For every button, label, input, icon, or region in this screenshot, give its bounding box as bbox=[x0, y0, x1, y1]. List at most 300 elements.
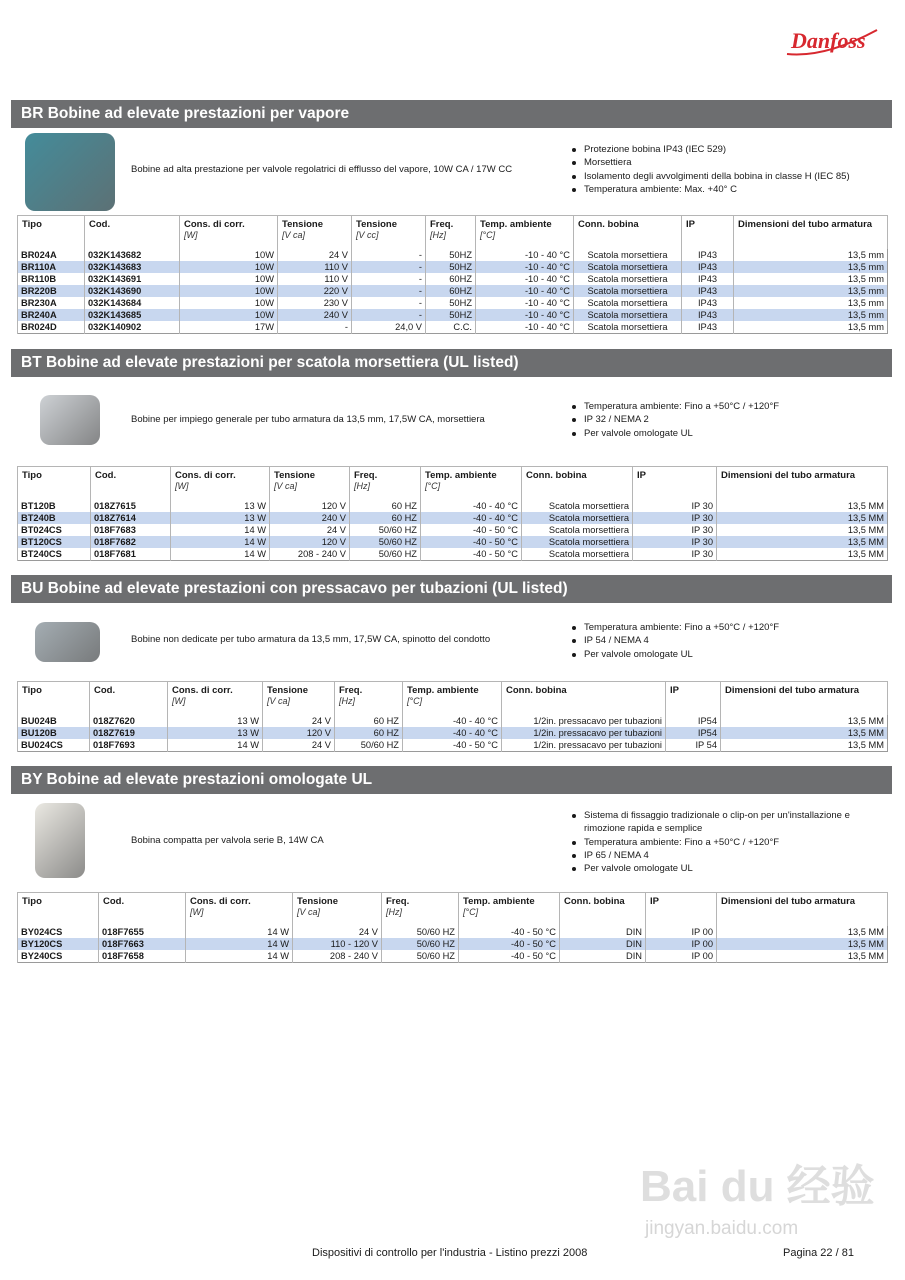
table-cell: -10 - 40 °C bbox=[476, 321, 574, 334]
table-cell: 10W bbox=[180, 249, 278, 261]
table-cell: -10 - 40 °C bbox=[476, 261, 574, 273]
table-cell: 13,5 MM bbox=[721, 739, 888, 752]
table-header bbox=[18, 467, 888, 500]
table-cell: 13,5 MM bbox=[721, 715, 888, 727]
table-cell: -10 - 40 °C bbox=[476, 297, 574, 309]
svg-text:Danfoss: Danfoss bbox=[791, 28, 866, 53]
table-cell: 240 V bbox=[270, 512, 350, 524]
column-header bbox=[717, 893, 888, 926]
table-cell: 13,5 MM bbox=[717, 500, 888, 512]
feature-item: Temperatura ambiente: Fino a +50°C / +120°F bbox=[570, 621, 880, 634]
product-table bbox=[17, 215, 888, 334]
table-cell: IP 30 bbox=[633, 536, 717, 548]
table-cell: 13 W bbox=[171, 500, 270, 512]
table-cell: - bbox=[352, 297, 426, 309]
table-row bbox=[18, 297, 888, 309]
table-cell: -40 - 40 °C bbox=[421, 500, 522, 512]
column-label: Cod. bbox=[95, 470, 117, 481]
column-header bbox=[186, 893, 293, 926]
section-title: BR Bobine ad elevate prestazioni per vapore bbox=[11, 100, 892, 128]
table-cell: IP43 bbox=[682, 261, 734, 273]
column-label: Conn. bobina bbox=[506, 685, 567, 696]
table-cell: 018Z7620 bbox=[90, 715, 168, 727]
column-header bbox=[403, 682, 502, 715]
table-row bbox=[18, 261, 888, 273]
table-cell: 1/2in. pressacavo per tubazioni bbox=[502, 739, 666, 752]
table-cell: 018F7681 bbox=[91, 548, 171, 561]
table-cell: 032K143691 bbox=[85, 273, 180, 285]
table-cell: Scatola morsettiera bbox=[574, 297, 682, 309]
feature-item: Morsettiera bbox=[570, 156, 880, 169]
table-cell: IP 30 bbox=[633, 524, 717, 536]
table-row bbox=[18, 926, 888, 938]
column-unit: [V ca] bbox=[267, 696, 291, 706]
page-number: Pagina 22 / 81 bbox=[783, 1247, 854, 1259]
column-unit: [°C] bbox=[480, 230, 496, 240]
table-row bbox=[18, 273, 888, 285]
table-cell: IP54 bbox=[666, 715, 721, 727]
column-header bbox=[352, 216, 426, 249]
table-cell: DIN bbox=[560, 950, 646, 963]
table-cell: IP54 bbox=[666, 727, 721, 739]
table-cell: - bbox=[352, 261, 426, 273]
table-cell: -40 - 40 °C bbox=[403, 715, 502, 727]
column-label: Conn. bobina bbox=[578, 219, 639, 230]
table-cell: BR240A bbox=[18, 309, 85, 321]
table-cell: BU120B bbox=[18, 727, 90, 739]
table-cell: IP 30 bbox=[633, 500, 717, 512]
table-cell: 14 W bbox=[171, 536, 270, 548]
column-header bbox=[682, 216, 734, 249]
table-cell: 10W bbox=[180, 297, 278, 309]
table-cell: DIN bbox=[560, 938, 646, 950]
table-cell: 13,5 MM bbox=[717, 548, 888, 561]
table-row bbox=[18, 950, 888, 963]
table-cell: 50HZ bbox=[426, 249, 476, 261]
table-cell: 120 V bbox=[270, 500, 350, 512]
table-cell: 13,5 mm bbox=[734, 249, 888, 261]
table-cell: Scatola morsettiera bbox=[574, 261, 682, 273]
table-row bbox=[18, 727, 888, 739]
table-cell: 24 V bbox=[293, 926, 382, 938]
column-label: Tipo bbox=[22, 470, 42, 481]
column-header bbox=[171, 467, 270, 500]
table-cell: -40 - 50 °C bbox=[459, 938, 560, 950]
column-label: Cod. bbox=[94, 685, 116, 696]
table-cell: IP 00 bbox=[646, 938, 717, 950]
table-cell: 230 V bbox=[278, 297, 352, 309]
column-label: Tensione bbox=[297, 896, 338, 907]
column-header bbox=[633, 467, 717, 500]
table-cell: IP 00 bbox=[646, 950, 717, 963]
table-cell: 13,5 mm bbox=[734, 297, 888, 309]
feature-item: Per valvole omologate UL bbox=[570, 648, 880, 661]
table-cell: 50/60 HZ bbox=[350, 536, 421, 548]
product-table bbox=[17, 681, 888, 752]
column-label: Temp. ambiente bbox=[480, 219, 552, 230]
section-title: BU Bobine ad elevate prestazioni con pressacavo per tubazioni (UL listed) bbox=[11, 575, 892, 603]
table-cell: 60HZ bbox=[426, 273, 476, 285]
column-header bbox=[263, 682, 335, 715]
table-row bbox=[18, 524, 888, 536]
table-row bbox=[18, 309, 888, 321]
product-table bbox=[17, 466, 888, 561]
section-description: Bobine ad alta prestazione per valvole regolatrici di efflusso del vapore, 10W CA / 17W CC bbox=[131, 164, 513, 175]
feature-list bbox=[570, 809, 880, 875]
table-cell: BR110A bbox=[18, 261, 85, 273]
table-cell: 50/60 HZ bbox=[350, 548, 421, 561]
table-cell: 10W bbox=[180, 285, 278, 297]
column-label: IP bbox=[670, 685, 679, 696]
column-unit: [Hz] bbox=[430, 230, 447, 240]
column-unit: [W] bbox=[184, 230, 198, 240]
table-cell: -40 - 50 °C bbox=[459, 926, 560, 938]
watermark-url: jingyan.baidu.com bbox=[645, 1218, 799, 1239]
table-cell: BR220B bbox=[18, 285, 85, 297]
table-cell: 13,5 MM bbox=[717, 512, 888, 524]
table-cell: 50HZ bbox=[426, 261, 476, 273]
column-label: Cons. di corr. bbox=[190, 896, 251, 907]
table-cell: Scatola morsettiera bbox=[522, 524, 633, 536]
watermark-brand: Bai du 经验 bbox=[640, 1162, 875, 1211]
column-header bbox=[502, 682, 666, 715]
table-cell: 14 W bbox=[171, 548, 270, 561]
column-header bbox=[522, 467, 633, 500]
column-label: Cons. di corr. bbox=[172, 685, 233, 696]
table-row bbox=[18, 938, 888, 950]
table-cell: Scatola morsettiera bbox=[574, 309, 682, 321]
table-cell: BT120CS bbox=[18, 536, 91, 548]
table-cell: 50/60 HZ bbox=[382, 926, 459, 938]
column-header bbox=[646, 893, 717, 926]
column-label: Tensione bbox=[356, 219, 397, 230]
danfoss-logo bbox=[785, 24, 880, 60]
column-header bbox=[335, 682, 403, 715]
table-cell: IP43 bbox=[682, 249, 734, 261]
table-cell: 24,0 V bbox=[352, 321, 426, 334]
column-header bbox=[18, 467, 91, 500]
column-label: Freq. bbox=[339, 685, 363, 696]
section-title: BT Bobine ad elevate prestazioni per scatola morsettiera (UL listed) bbox=[11, 349, 892, 377]
table-cell: 60 HZ bbox=[350, 500, 421, 512]
table-cell: - bbox=[352, 285, 426, 297]
table-cell: 13,5 MM bbox=[717, 926, 888, 938]
column-unit: [°C] bbox=[407, 696, 423, 706]
table-cell: Scatola morsettiera bbox=[574, 321, 682, 334]
table-cell: - bbox=[352, 249, 426, 261]
feature-item: Temperatura ambiente: Fino a +50°C / +120°F bbox=[570, 400, 880, 413]
table-cell: 110 V bbox=[278, 273, 352, 285]
feature-list bbox=[570, 143, 880, 196]
column-header bbox=[168, 682, 263, 715]
column-label: Freq. bbox=[354, 470, 378, 481]
column-label: IP bbox=[637, 470, 646, 481]
table-row bbox=[18, 321, 888, 334]
product-table bbox=[17, 892, 888, 963]
table-cell: IP 30 bbox=[633, 512, 717, 524]
column-label: Dimensioni del tubo armatura bbox=[738, 219, 873, 230]
table-cell: 220 V bbox=[278, 285, 352, 297]
table-cell: 13 W bbox=[168, 715, 263, 727]
table-row bbox=[18, 500, 888, 512]
column-unit: [V cc] bbox=[356, 230, 379, 240]
column-header bbox=[721, 682, 888, 715]
table-cell: IP 00 bbox=[646, 926, 717, 938]
table-cell: BR024A bbox=[18, 249, 85, 261]
column-label: IP bbox=[686, 219, 695, 230]
table-cell: -40 - 50 °C bbox=[421, 548, 522, 561]
table-cell: 032K143682 bbox=[85, 249, 180, 261]
column-label: Tipo bbox=[22, 685, 42, 696]
column-label: Cons. di corr. bbox=[175, 470, 236, 481]
table-cell: 13,5 MM bbox=[717, 938, 888, 950]
column-header bbox=[382, 893, 459, 926]
table-cell: Scatola morsettiera bbox=[522, 548, 633, 561]
table-cell: 24 V bbox=[263, 739, 335, 752]
column-header bbox=[293, 893, 382, 926]
table-cell: 17W bbox=[180, 321, 278, 334]
section-description: Bobina compatta per valvola serie B, 14W CA bbox=[131, 835, 324, 846]
table-cell: 50/60 HZ bbox=[350, 524, 421, 536]
table-row bbox=[18, 739, 888, 752]
column-header bbox=[180, 216, 278, 249]
coil-product-image bbox=[35, 803, 85, 878]
table-cell: BT240CS bbox=[18, 548, 91, 561]
table-cell: Scatola morsettiera bbox=[522, 536, 633, 548]
table-cell: IP43 bbox=[682, 285, 734, 297]
column-label: Freq. bbox=[386, 896, 410, 907]
table-cell: 14 W bbox=[168, 739, 263, 752]
table-cell: 032K143690 bbox=[85, 285, 180, 297]
column-header bbox=[717, 467, 888, 500]
table-cell: -10 - 40 °C bbox=[476, 309, 574, 321]
column-header bbox=[574, 216, 682, 249]
column-label: Cod. bbox=[103, 896, 125, 907]
coil-product-image bbox=[40, 395, 100, 445]
table-cell: 120 V bbox=[270, 536, 350, 548]
table-cell: IP43 bbox=[682, 297, 734, 309]
table-cell: BY240CS bbox=[18, 950, 99, 963]
column-label: Dimensioni del tubo armatura bbox=[721, 896, 856, 907]
table-cell: 018F7658 bbox=[99, 950, 186, 963]
column-label: Tensione bbox=[274, 470, 315, 481]
table-cell: 50/60 HZ bbox=[335, 739, 403, 752]
feature-list bbox=[570, 621, 880, 661]
table-cell: -40 - 50 °C bbox=[421, 524, 522, 536]
column-label: Cons. di corr. bbox=[184, 219, 245, 230]
column-label: Temp. ambiente bbox=[463, 896, 535, 907]
table-cell: 13,5 mm bbox=[734, 261, 888, 273]
table-cell: BR110B bbox=[18, 273, 85, 285]
table-cell: 14 W bbox=[186, 938, 293, 950]
table-row bbox=[18, 512, 888, 524]
table-cell: 032K143685 bbox=[85, 309, 180, 321]
column-header bbox=[734, 216, 888, 249]
section-description: Bobine per impiego generale per tubo armatura da 13,5 mm, 17,5W CA, morsettiera bbox=[131, 414, 485, 425]
table-cell: 10W bbox=[180, 261, 278, 273]
table-row bbox=[18, 715, 888, 727]
coil-product-image bbox=[25, 133, 115, 211]
table-cell: 13,5 MM bbox=[717, 950, 888, 963]
table-cell: 032K143684 bbox=[85, 297, 180, 309]
table-cell: -40 - 40 °C bbox=[421, 512, 522, 524]
column-header bbox=[18, 682, 90, 715]
table-cell: 1/2in. pressacavo per tubazioni bbox=[502, 727, 666, 739]
table-cell: BT240B bbox=[18, 512, 91, 524]
column-label: Tensione bbox=[282, 219, 323, 230]
column-header bbox=[18, 893, 99, 926]
table-row bbox=[18, 536, 888, 548]
column-unit: [V ca] bbox=[297, 907, 321, 917]
table-cell: -40 - 50 °C bbox=[421, 536, 522, 548]
column-label: Temp. ambiente bbox=[425, 470, 497, 481]
table-cell: 24 V bbox=[263, 715, 335, 727]
feature-item: Per valvole omologate UL bbox=[570, 427, 880, 440]
table-cell: 208 - 240 V bbox=[293, 950, 382, 963]
table-cell: BU024B bbox=[18, 715, 90, 727]
column-header bbox=[91, 467, 171, 500]
table-cell: 10W bbox=[180, 273, 278, 285]
table-cell: IP43 bbox=[682, 309, 734, 321]
table-cell: 240 V bbox=[278, 309, 352, 321]
feature-item: Isolamento degli avvolgimenti della bobina in classe H (IEC 85) bbox=[570, 170, 880, 183]
table-cell: IP 54 bbox=[666, 739, 721, 752]
table-cell: 60HZ bbox=[426, 285, 476, 297]
column-unit: [W] bbox=[190, 907, 204, 917]
table-cell: 018Z7619 bbox=[90, 727, 168, 739]
table-cell: 13,5 mm bbox=[734, 273, 888, 285]
column-unit: [Hz] bbox=[339, 696, 356, 706]
column-header bbox=[90, 682, 168, 715]
column-label: Tensione bbox=[267, 685, 308, 696]
table-cell: 50/60 HZ bbox=[382, 950, 459, 963]
table-cell: 50HZ bbox=[426, 297, 476, 309]
column-unit: [V ca] bbox=[274, 481, 298, 491]
table-header bbox=[18, 682, 888, 715]
column-label: IP bbox=[650, 896, 659, 907]
table-cell: IP 30 bbox=[633, 548, 717, 561]
column-header bbox=[85, 216, 180, 249]
section-description: Bobine non dedicate per tubo armatura da 13,5 mm, 17,5W CA, spinotto del condotto bbox=[131, 634, 491, 645]
table-header bbox=[18, 216, 888, 249]
table-cell: 13,5 mm bbox=[734, 285, 888, 297]
table-cell: 13 W bbox=[168, 727, 263, 739]
table-cell: -40 - 50 °C bbox=[403, 739, 502, 752]
column-header bbox=[270, 467, 350, 500]
column-unit: [W] bbox=[172, 696, 186, 706]
table-cell: 10W bbox=[180, 309, 278, 321]
table-cell: 13 W bbox=[171, 512, 270, 524]
table-cell: 60 HZ bbox=[335, 715, 403, 727]
column-header bbox=[459, 893, 560, 926]
table-cell: BY120CS bbox=[18, 938, 99, 950]
table-cell: 13,5 MM bbox=[721, 727, 888, 739]
table-cell: 1/2in. pressacavo per tubazioni bbox=[502, 715, 666, 727]
table-cell: 60 HZ bbox=[350, 512, 421, 524]
table-cell: DIN bbox=[560, 926, 646, 938]
table-cell: 14 W bbox=[186, 950, 293, 963]
column-label: Dimensioni del tubo armatura bbox=[725, 685, 860, 696]
table-cell: -40 - 50 °C bbox=[459, 950, 560, 963]
table-cell: 110 - 120 V bbox=[293, 938, 382, 950]
table-cell: -10 - 40 °C bbox=[476, 285, 574, 297]
table-cell: BT120B bbox=[18, 500, 91, 512]
table-cell: 208 - 240 V bbox=[270, 548, 350, 561]
table-cell: 60 HZ bbox=[335, 727, 403, 739]
table-cell: BR024D bbox=[18, 321, 85, 334]
table-cell: 018F7655 bbox=[99, 926, 186, 938]
footer-title: Dispositivi di controllo per l'industria - Listino prezzi 2008 bbox=[312, 1247, 588, 1259]
column-label: Dimensioni del tubo armatura bbox=[721, 470, 856, 481]
table-cell: BU024CS bbox=[18, 739, 90, 752]
table-cell: 50/60 HZ bbox=[382, 938, 459, 950]
column-header bbox=[560, 893, 646, 926]
feature-item: IP 65 / NEMA 4 bbox=[570, 849, 880, 862]
column-header bbox=[666, 682, 721, 715]
table-cell: Scatola morsettiera bbox=[522, 500, 633, 512]
table-cell: 14 W bbox=[171, 524, 270, 536]
table-cell: BY024CS bbox=[18, 926, 99, 938]
table-row bbox=[18, 249, 888, 261]
table-cell: 24 V bbox=[270, 524, 350, 536]
feature-item: IP 32 / NEMA 2 bbox=[570, 413, 880, 426]
column-header bbox=[350, 467, 421, 500]
column-label: Temp. ambiente bbox=[407, 685, 479, 696]
feature-item: Temperatura ambiente: Fino a +50°C / +120°F bbox=[570, 836, 880, 849]
table-cell: 13,5 MM bbox=[717, 524, 888, 536]
column-unit: [°C] bbox=[463, 907, 479, 917]
table-cell: - bbox=[352, 273, 426, 285]
table-row bbox=[18, 285, 888, 297]
table-row bbox=[18, 548, 888, 561]
table-cell: C.C. bbox=[426, 321, 476, 334]
table-cell: 24 V bbox=[278, 249, 352, 261]
table-cell: 13,5 MM bbox=[717, 536, 888, 548]
table-cell: -10 - 40 °C bbox=[476, 249, 574, 261]
column-header bbox=[18, 216, 85, 249]
feature-item: IP 54 / NEMA 4 bbox=[570, 634, 880, 647]
column-header bbox=[476, 216, 574, 249]
table-cell: 13,5 mm bbox=[734, 321, 888, 334]
column-unit: [°C] bbox=[425, 481, 441, 491]
column-header bbox=[426, 216, 476, 249]
column-unit: [W] bbox=[175, 481, 189, 491]
table-cell: IP43 bbox=[682, 273, 734, 285]
table-cell: 110 V bbox=[278, 261, 352, 273]
column-label: Cod. bbox=[89, 219, 111, 230]
column-label: Tipo bbox=[22, 219, 42, 230]
table-cell: 018F7663 bbox=[99, 938, 186, 950]
feature-item: Temperatura ambiente: Max. +40° C bbox=[570, 183, 880, 196]
table-cell: 13,5 mm bbox=[734, 309, 888, 321]
table-cell: BT024CS bbox=[18, 524, 91, 536]
table-cell: IP43 bbox=[682, 321, 734, 334]
column-unit: [Hz] bbox=[354, 481, 371, 491]
column-header bbox=[278, 216, 352, 249]
feature-item: Sistema di fissaggio tradizionale o clip-on per un'installazione e rimozione rapida e semplice bbox=[570, 809, 880, 836]
column-label: Conn. bobina bbox=[564, 896, 625, 907]
table-cell: 018F7693 bbox=[90, 739, 168, 752]
table-cell: Scatola morsettiera bbox=[574, 285, 682, 297]
table-cell: - bbox=[278, 321, 352, 334]
column-label: Conn. bobina bbox=[526, 470, 587, 481]
column-label: Tipo bbox=[22, 896, 42, 907]
table-cell: Scatola morsettiera bbox=[574, 249, 682, 261]
table-cell: 14 W bbox=[186, 926, 293, 938]
table-cell: Scatola morsettiera bbox=[574, 273, 682, 285]
coil-product-image bbox=[35, 622, 100, 662]
table-cell: 018F7683 bbox=[91, 524, 171, 536]
